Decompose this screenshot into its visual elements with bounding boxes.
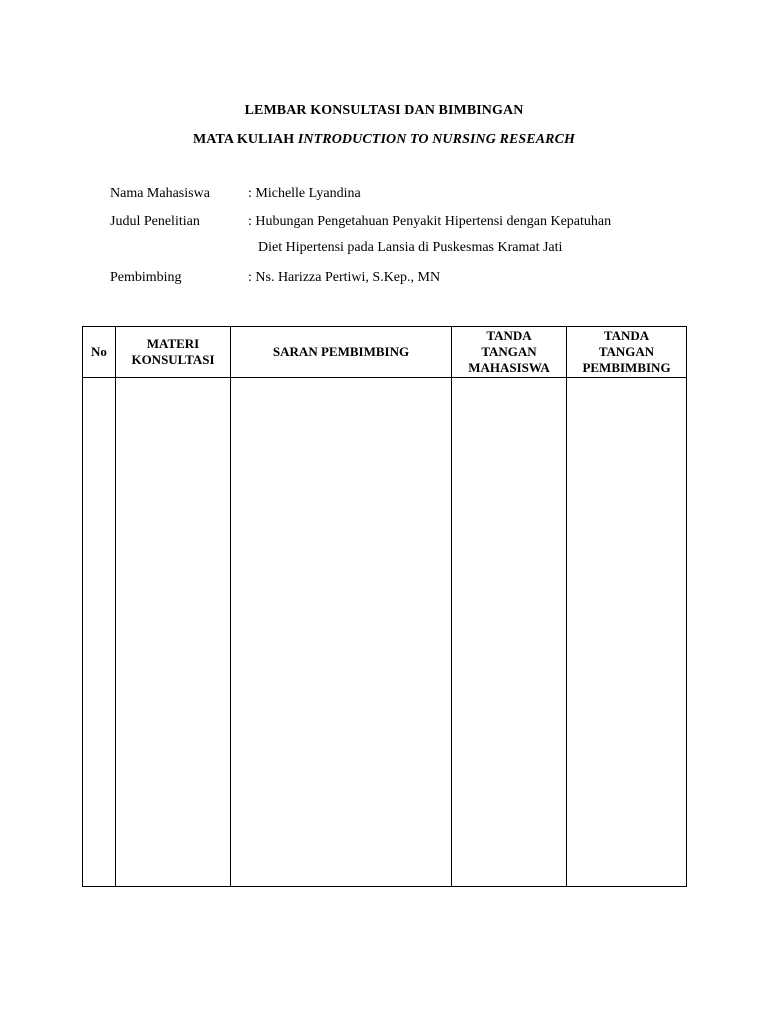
column-header-materi-konsultasi: MATERI KONSULTASI (116, 327, 231, 378)
table-row (83, 378, 687, 887)
course-name: INTRODUCTION TO NURSING RESEARCH (297, 132, 576, 147)
subtitle-prefix: MATA KULIAH (192, 132, 298, 147)
cell-tanda-tangan-pembimbing (567, 378, 687, 887)
column-header-tanda-tangan-mahasiswa: TANDA TANGAN MAHASISWA (452, 327, 567, 378)
cell-saran-pembimbing (231, 378, 452, 887)
research-title-label: Judul Penelitian (110, 214, 200, 229)
column-header-tanda-tangan-pembimbing: TANDA TANGAN PEMBIMBING (567, 327, 687, 378)
consultation-table (82, 326, 687, 887)
research-title-value-line2: Diet Hipertensi pada Lansia di Puskesmas Kramat Jati (258, 240, 563, 255)
cell-no (83, 378, 116, 887)
advisor-label: Pembimbing (110, 270, 182, 285)
column-header-no: No (83, 327, 116, 378)
research-title-value-line1: : Hubungan Pengetahuan Penyakit Hipertensi dengan Kepatuhan (248, 214, 612, 229)
student-name-label: Nama Mahasiswa (110, 186, 210, 201)
table-header-row (83, 327, 687, 378)
advisor-value: : Ns. Harizza Pertiwi, S.Kep., MN (248, 270, 441, 285)
column-header-saran-pembimbing: SARAN PEMBIMBING (231, 327, 452, 378)
document-title: LEMBAR KONSULTASI DAN BIMBINGAN (244, 103, 524, 118)
cell-tanda-tangan-mahasiswa (452, 378, 567, 887)
student-name-value: : Michelle Lyandina (248, 186, 361, 201)
document-subtitle (0, 132, 768, 148)
cell-materi-konsultasi (116, 378, 231, 887)
